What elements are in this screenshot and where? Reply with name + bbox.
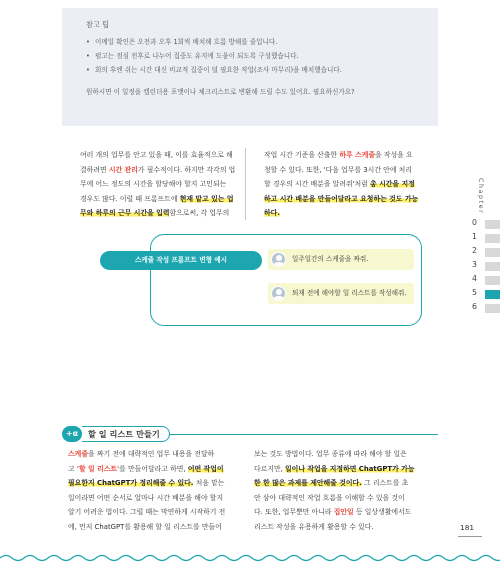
highlighted-text: 무와 하루의 근무 시간을 입력: [80, 209, 170, 218]
body-right-column: [264, 148, 422, 221]
chapter-tab-1[interactable]: 1: [468, 232, 500, 245]
prompt-example-tag: 스케줄 작성 프롬프트 변형 예시: [100, 251, 262, 270]
body-line: 고 '할 일 리스트'를 만들어달라고 하면, 어떤 작업이: [68, 464, 224, 473]
body-line: 결하려면 시간 관리가 필수적이다. 하지만 각각의 업: [80, 165, 236, 174]
column-divider: [245, 148, 246, 220]
body-left-column: [80, 148, 238, 221]
body-line: 다. 또한, 업무뿐만 아니라 집안일 등 일상생활에서도: [254, 508, 412, 517]
body-line: 무와 하루의 근무 시간을 입력함으로써, 각 업무의: [80, 209, 230, 218]
page-number: 181: [460, 523, 475, 532]
red-keyword: 하루 스케줄: [339, 151, 376, 159]
body-line: [264, 206, 422, 221]
body-line: 다르지만, 일이나 작업을 지정하면 ChatGPT가 가능: [254, 464, 415, 473]
chapter-tab-2[interactable]: 2: [468, 246, 500, 259]
body-line: 작업 시간 기준을 산출한 하루 스케줄을 작성을 요: [264, 151, 413, 159]
highlighted-text: 일이나 작업을 지정하면 ChatGPT가 가능: [285, 464, 415, 473]
page-number-rule: [458, 536, 482, 537]
prompt-example-frame: [150, 234, 422, 326]
body-line: 안 삼아 대략적인 작업 흐름을 이해할 수 있을 것이: [254, 493, 405, 502]
bottom-wave-border: [0, 553, 500, 563]
section-badge: +α: [62, 426, 82, 442]
tip-item: • 이메일 확인은 오전과 오후 1회씩 배치해 흐름 방해를 줄입니다.: [86, 35, 424, 49]
section-title: 할 일 리스트 만들기: [82, 426, 170, 442]
user-avatar-icon: [271, 252, 286, 267]
highlighted-text: 현재 맡고 있는 업: [179, 194, 234, 203]
tip-list: [86, 35, 424, 77]
body-line: 여러 개의 업무를 안고 있을 때, 이를 효율적으로 해: [80, 151, 233, 159]
highlighted-text: 하다.: [264, 209, 280, 218]
highlighted-text: 어떤 작업이: [187, 464, 224, 473]
red-keyword: 스케줄: [68, 450, 88, 458]
body-line: 필요한지 ChatGPT가 정리해줄 수 있다. 처음 맡는: [68, 479, 225, 488]
highlighted-text: 한 한 많은 과제를 제안해줄 것이다.: [254, 479, 362, 488]
body-line: 에, 먼저 ChatGPT를 활용해 할 일 리스트를 만들어: [68, 522, 222, 531]
body-line: 알기 어려운 법이다. 그럴 때는 막연하게 시작하기 전: [68, 508, 226, 517]
body-line: 스케줄을 짜기 전에 대략적인 업무 내용을 전달하: [68, 450, 215, 458]
tip-item: • 회의 후엔 쉬는 시간 대신 비교적 집중이 덜 필요한 작업(조사 마무리)을 배치했습니다.: [86, 63, 424, 77]
body-line: 리스트 작성을 유용하게 활용할 수 있다.: [254, 522, 374, 531]
body-line: 일이라면 어떤 순서로 얼마나 시간 배분을 해야 할지: [68, 493, 224, 502]
user-avatar-icon: [271, 286, 286, 301]
highlighted-text: 필요한지 ChatGPT가 정리해줄 수 있다.: [68, 479, 194, 488]
chapter-tab-0[interactable]: 0: [468, 218, 500, 231]
tip-box: [62, 8, 438, 126]
body-line: [264, 192, 422, 207]
prompt-text: 퇴재 전에 해야할 일 리스트를 작성해줘.: [292, 289, 407, 297]
red-keyword: 집안일: [333, 508, 354, 517]
body-line: 할 경우의 시간 배분을 알려줘'처럼 총 시간을 지정: [264, 180, 415, 189]
chapter-tab-6[interactable]: 6: [468, 302, 500, 315]
chapter-tab-3[interactable]: 3: [468, 260, 500, 273]
bottom-left-column: [68, 447, 238, 535]
chapter-label: Chapter: [477, 178, 484, 215]
tip-item: • 펌고는 점심 전후로 나누어 집중도 유지에 도움이 되도록 구성했습니다.: [86, 49, 424, 63]
highlighted-text: 총 시간을 지정: [370, 180, 415, 189]
body-line: 무에 어느 정도의 시간을 할당해야 할지 고민되는: [80, 180, 227, 189]
body-line: 보는 것도 방법이다. 업무 종류에 따라 해야 할 일은: [254, 450, 407, 458]
chapter-tab-4[interactable]: 4: [468, 274, 500, 287]
body-line: 한 한 많은 과제를 제안해줄 것이다. 그 리스트를 초: [254, 479, 409, 488]
highlighted-text: 하고 시간 배분을 만들어달라고 요청하는 것도 가능: [264, 194, 419, 203]
chapter-tab-5[interactable]: 5: [468, 288, 500, 301]
red-keyword: 시간 관리: [108, 165, 138, 174]
prompt-text: 일주일간의 스케줄을 짜줘.: [292, 255, 369, 263]
tip-footer: 원하시면 이 일정을 캘린더용 포맷이나 체크리스트로 변환해 드릴 수도 있어요. 필요하신가요?: [86, 88, 355, 96]
bottom-right-column: [254, 447, 426, 535]
tip-title: 참고 팁: [86, 20, 110, 29]
body-line: 경우도 많다. 이럴 때 프롬프트에 현재 맡고 있는 업: [80, 194, 234, 203]
red-keyword: '할 일 리스트': [76, 464, 120, 473]
body-line: 청할 수 있다. 또한, '다음 업무를 3시간 안에 처리: [264, 165, 412, 174]
prompt-bubble: [268, 249, 414, 270]
prompt-bubble: [268, 283, 414, 304]
